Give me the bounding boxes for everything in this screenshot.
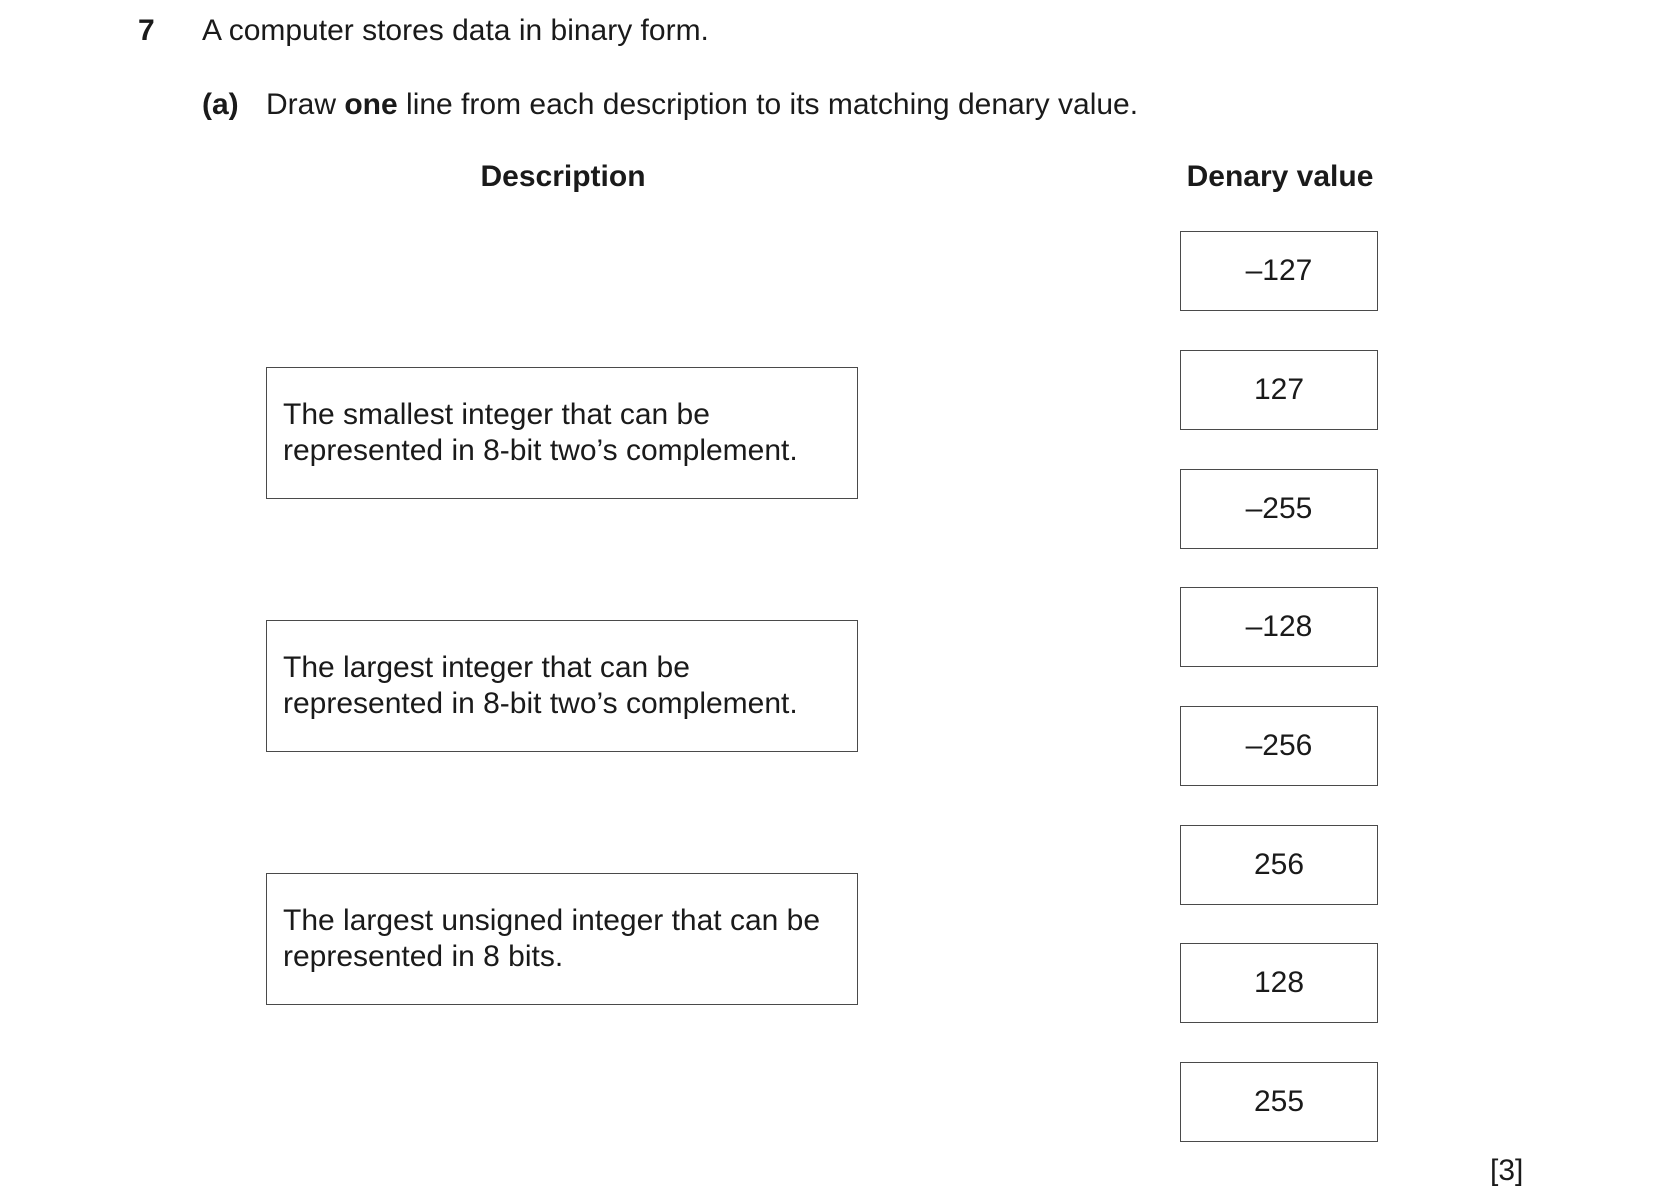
description-text xyxy=(283,650,798,722)
question-stem: A computer stores data in binary form. xyxy=(202,14,709,47)
part-label: (a) xyxy=(202,88,239,121)
description-box-largest-unsigned[interactable] xyxy=(266,873,858,1005)
description-text xyxy=(283,903,820,975)
description-line: represented in 8-bit two’s complement. xyxy=(283,687,798,720)
description-line: The largest unsigned integer that can be xyxy=(283,904,821,937)
description-line: represented in 8-bit two’s complement. xyxy=(283,434,798,467)
question-number: 7 xyxy=(138,14,155,47)
description-text xyxy=(283,397,798,469)
instruction-text-before: Draw xyxy=(266,88,345,121)
description-column-header: Description xyxy=(480,160,646,193)
value-box-256[interactable]: 256 xyxy=(1180,825,1378,905)
marks-allocation: [3] xyxy=(1490,1154,1524,1187)
description-line: The largest integer that can be xyxy=(283,651,690,684)
instruction-text-bold: one xyxy=(344,88,398,121)
value-box-127[interactable]: 127 xyxy=(1180,350,1378,430)
description-box-largest-twos-complement[interactable] xyxy=(266,620,858,752)
description-box-smallest-twos-complement[interactable] xyxy=(266,367,858,499)
value-box-minus-255[interactable]: –255 xyxy=(1180,469,1378,549)
description-line: represented in 8 bits. xyxy=(283,940,564,973)
part-instruction xyxy=(266,88,1138,122)
value-box-minus-128[interactable]: –128 xyxy=(1180,587,1378,667)
description-line: The smallest integer that can be xyxy=(283,398,710,431)
value-box-128[interactable]: 128 xyxy=(1180,943,1378,1023)
value-box-minus-256[interactable]: –256 xyxy=(1180,706,1378,786)
denary-value-column-header: Denary value xyxy=(1186,160,1374,193)
instruction-text-after: line from each description to its matching denary value. xyxy=(397,88,1139,121)
value-box-minus-127[interactable]: –127 xyxy=(1180,231,1378,311)
value-box-255[interactable]: 255 xyxy=(1180,1062,1378,1142)
